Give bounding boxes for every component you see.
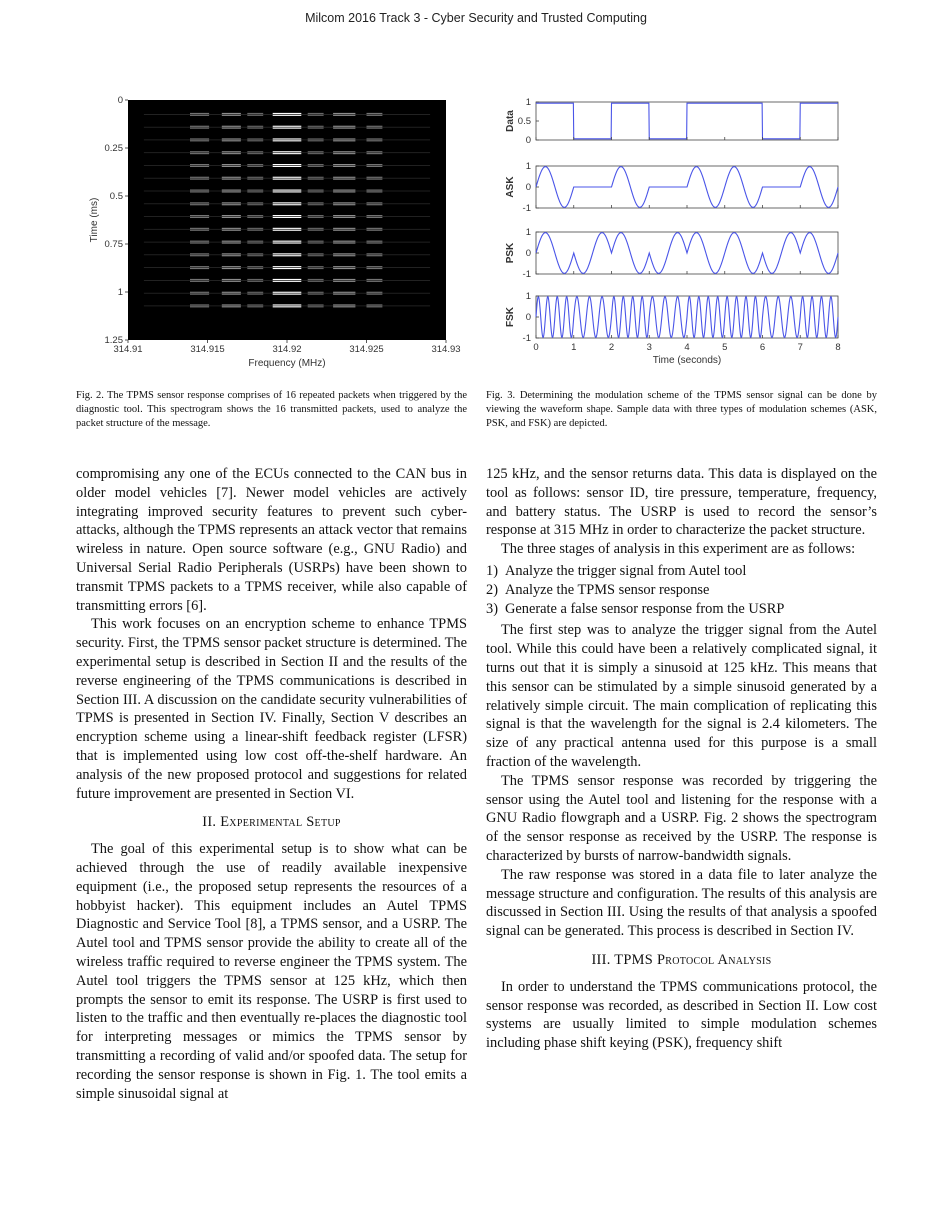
x-tick-label: 4 [684, 342, 690, 353]
running-head: Milcom 2016 Track 3 - Cyber Security and Trusted Computing [305, 11, 647, 25]
x-axis-label: Frequency (MHz) [248, 358, 326, 369]
y-tick-label: 0 [525, 135, 531, 146]
spectrogram-chart [76, 92, 471, 372]
x-tick-label: 3 [646, 342, 652, 353]
figure-2-spectrogram [76, 92, 471, 372]
right-column [486, 465, 877, 1053]
spectrogram-background [128, 100, 446, 340]
x-tick-label: 6 [759, 342, 766, 353]
list-number: 1) [486, 562, 498, 579]
list-number: 2) [486, 581, 498, 598]
packet-faint-line [144, 140, 430, 141]
y-tick-label: 0 [525, 248, 531, 259]
x-tick-label: 314.915 [190, 344, 225, 355]
panel-label: PSK [505, 242, 516, 264]
y-axis-label: Time (ms) [89, 197, 100, 243]
y-tick-label: 0 [525, 312, 531, 323]
y-tick-label: 0.5 [109, 191, 123, 202]
modulation-chart [486, 92, 881, 374]
y-tick-label: -1 [522, 203, 531, 214]
list-item [486, 581, 877, 600]
y-tick-label: -1 [522, 333, 531, 344]
list-text: Analyze the trigger signal from Autel tool [505, 562, 747, 579]
packet-faint-line [144, 216, 430, 217]
paragraph: In order to understand the TPMS communications protocol, the sensor response was recorded, as described in Section II. Low cost systems are usually limited to simple modulation schemes including phase shift keying (PSK), frequency shift [486, 978, 877, 1052]
figure-2-caption: Fig. 2. The TPMS sensor response comprises of 16 repeated packets when triggered by the diagnostic tool. This spectrogram shows the 16 transmitted packets, used to analyze the packet structure of the message. [76, 390, 467, 429]
list-item [486, 562, 877, 581]
y-tick-label: 1 [525, 161, 531, 172]
panel-label: FSK [505, 307, 516, 327]
packet-faint-line [144, 254, 430, 255]
list-text: Generate a false sensor response from the USRP [505, 600, 785, 617]
y-tick-label: 1 [525, 227, 531, 238]
figure-3-waveforms [486, 92, 881, 374]
x-tick-label: 5 [722, 342, 728, 353]
paragraph: The first step was to analyze the trigger signal from the Autel tool. While this could have been a relatively complicated signal, it turns out that it is simply a sinusoid at 125 kHz. This means that this sensor can be stimulated by a simple sinusoid generated by a relatively simple circuit. The main complication of replicating this signal is that the wavelength for the signal is 2.4 kilometers. The size of any practical antenna used for this purpose is a small fraction of the wavelength. [486, 622, 877, 770]
packet-faint-line [144, 306, 430, 307]
x-tick-label: 2 [608, 342, 615, 353]
x-tick-label: 314.91 [113, 344, 143, 355]
y-tick-label: 0.25 [104, 143, 123, 154]
panel-label: Data [505, 110, 516, 132]
list-text: Analyze the TPMS sensor response [505, 581, 710, 598]
packet-faint-line [144, 280, 430, 281]
paragraph: This work focuses on an encryption scheme to enhance TPMS security. First, the TPMS sensor packet structure is determined. The experimental setup is described in Section II and the results of the reverse engineering of the TPMS communications is described in Section III. A discussion on the candidate security vulnerabilities of TPMS is presented in Section IV. Finally, Section V describes an encryption scheme using a linear-shift feedback register (LFSR) that is implemented using low cost off-the-shelf hardware. An analysis of the new proposed protocol and suggestions for related future improvement are presented in Section VI. [76, 616, 467, 802]
x-tick-label: 314.92 [272, 344, 302, 355]
y-tick-label: 1.25 [104, 335, 123, 346]
list-number: 3) [486, 600, 498, 617]
y-tick-label: 1 [525, 97, 531, 108]
packet-faint-line [144, 178, 430, 179]
y-tick-label: 0.5 [517, 116, 531, 127]
y-tick-label: 0.75 [104, 239, 123, 250]
paragraph: The TPMS sensor response was recorded by triggering the sensor using the Autel tool and listening for the response with a GNU Radio flowgraph and a USRP. Fig. 2 shows the spectrogram of the sensor response as received by the USRP. The response is characterized by bursts of narrow-bandwidth signals. [486, 772, 877, 864]
paragraph: The goal of this experimental setup is to show what can be achieved through the use of readily available inexpensive equipment (i.e., the proposed setup represents the resources of a hobbyist hacker). This equipment includes an Autel TPMS Diagnostic and Service Tool [8], a TPMS sensor, and a USRP. The Autel tool and TPMS sensor provide the ability to create all of the wireless traffic required to reverse engineer the TPMS system. The Autel tool triggers the TPMS sensor at 125 kHz, which then prompts the sensor to emit its response. The USRP is first used to listen to the traffic and then eventually re-places the diagnostic tool for interpreting messages or mimics the TPMS sensor by transmitting a recording of valid and/or spoofed data. The setup for recording the sensor response is shown in Fig. 1. The tool emits a simple sinusoidal signal at [76, 841, 467, 1102]
packet-faint-line [144, 127, 430, 128]
y-tick-label: 1 [525, 291, 531, 302]
packet-faint-line [144, 203, 430, 204]
paragraph: 125 kHz, and the sensor returns data. This data is displayed on the tool as follows: sensor ID, tire pressure, temperature, frequency, and battery status. The USRP is used to record the sensor’s response at 315 MHz in order to characterize the packet structure. [486, 466, 877, 539]
packet-faint-line [144, 191, 430, 192]
paragraph: The three stages of analysis in this experiment are as follows: [501, 541, 856, 558]
paragraph: compromising any one of the ECUs connected to the CAN bus in older model vehicles [7]. Newer model vehicles are actively integrating improved security features to prevent such cyber-attacks, although the TPMS represents an attack vector that remains wireless in nature. Open source software (e.g., GNU Radio) and Universal Serial Radio Peripherals (USRPs) have been shown to transmit TPMS packets to a TPMS receiver, while also capable of transmitting errors [6]. [76, 466, 467, 614]
analysis-stages-list [486, 562, 877, 618]
packet-faint-line [144, 242, 430, 243]
packet-faint-line [144, 229, 430, 230]
x-tick-label: 314.925 [349, 344, 384, 355]
packet-faint-line [144, 114, 430, 115]
x-axis-label: Time (seconds) [652, 355, 722, 366]
x-tick-label: 7 [797, 342, 803, 353]
x-tick-label: 0 [533, 342, 539, 353]
y-tick-label: 0 [525, 182, 531, 193]
packet-faint-line [144, 293, 430, 294]
section-heading: III. TPMS Protocol Analysis [591, 951, 772, 968]
packet-faint-line [144, 165, 430, 166]
x-tick-label: 314.93 [431, 344, 461, 355]
x-tick-label: 1 [571, 342, 577, 353]
packet-faint-line [144, 152, 430, 153]
section-heading: II. Experimental Setup [202, 814, 341, 831]
list-item [486, 600, 877, 619]
y-tick-label: 1 [117, 287, 123, 298]
panel-label: ASK [505, 176, 516, 198]
left-column [76, 465, 467, 1103]
y-tick-label: 0 [117, 95, 123, 106]
paragraph: The raw response was stored in a data file to later analyze the message structure and configuration. The results of this analysis are discussed in Section III. Using the results of that analysis a spoofed signal can be generated. This process is described in Section IV. [486, 866, 877, 940]
x-tick-label: 8 [835, 342, 841, 353]
figure-3-caption: Fig. 3. Determining the modulation scheme of the TPMS sensor signal can be done by viewing the waveform shape. Sample data with three types of modulation schemes (ASK, PSK, and FSK) are depicted. [486, 390, 877, 429]
y-tick-label: -1 [522, 269, 531, 280]
packet-faint-line [144, 267, 430, 268]
